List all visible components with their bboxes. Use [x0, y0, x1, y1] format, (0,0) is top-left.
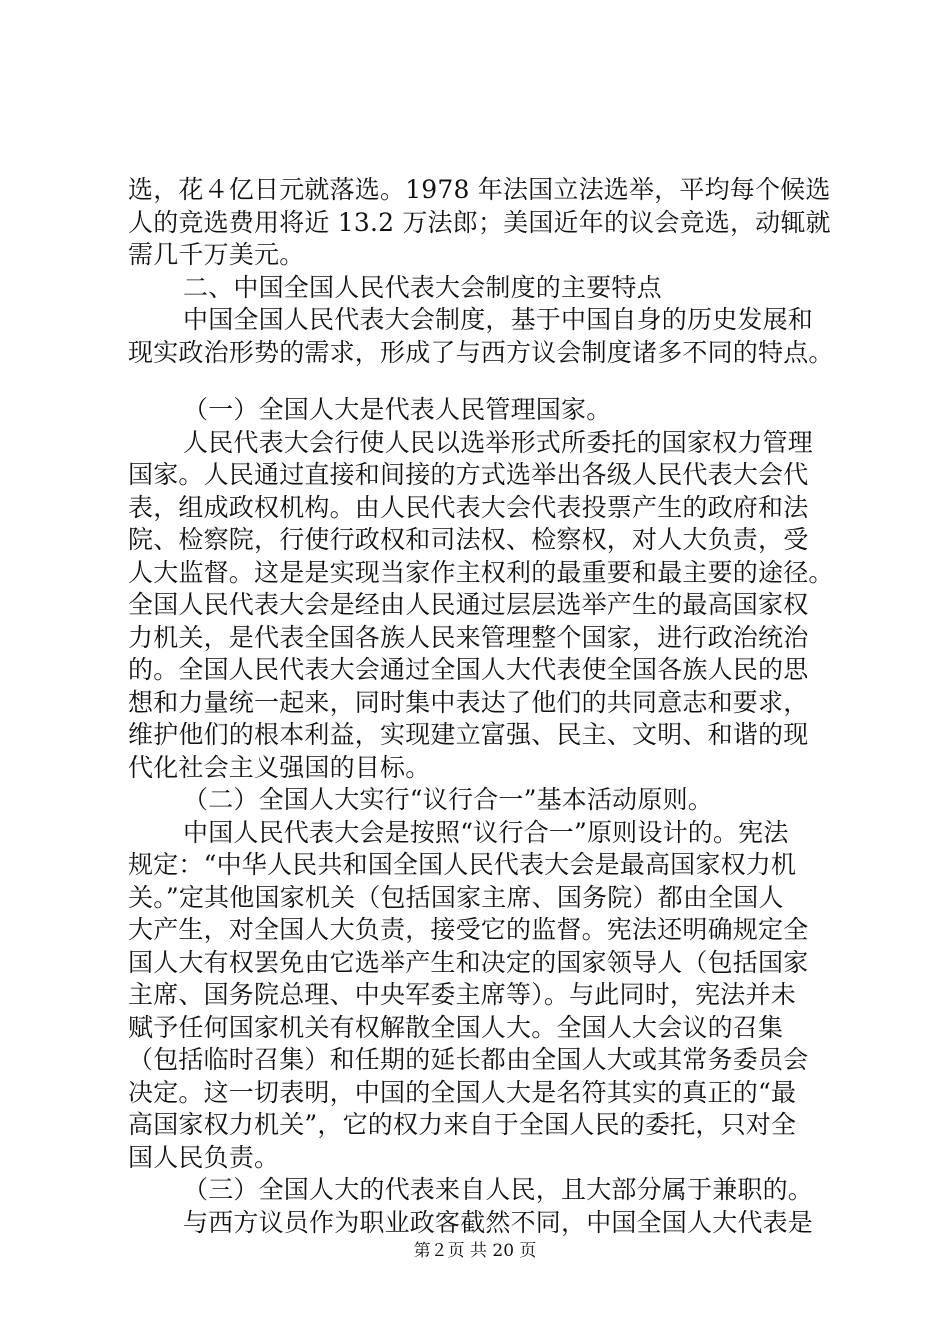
page-number-footer: 第２页 共 20 页	[413, 1241, 537, 1261]
text-line: 与西方议员作为职业政客截然不同，中国全国人大代表是	[183, 1207, 814, 1237]
section-heading: 二、中国全国人民代表大会制度的主要特点	[183, 272, 662, 302]
text-line: 想和力量统一起来，同时集中表达了他们的共同意志和要求，	[128, 687, 809, 717]
text-line: 国人大有权罢免由它选举产生和决定的国家领导人（包括国家	[128, 947, 809, 977]
text-line: 人大监督。这是是实现当家作主权利的最重要和最主要的途径。	[128, 557, 834, 587]
text-line: 关。”定其他国家机关（包括国家主席、国务院）都由全国人	[128, 882, 784, 912]
text-line: 需几千万美元。	[128, 240, 305, 269]
text-line: 中国全国人民代表大会制度，基于中国自身的历史发展和	[183, 305, 814, 334]
text-line: 主席、国务院总理、中央军委主席等）。与此同时，宪法并未	[128, 980, 796, 1009]
text-line: 赋予任何国家机关有权解散全国人大。全国人大会议的召集	[128, 1012, 784, 1042]
text-line: 表，组成政权机构。由人民代表大会代表投票产生的政府和法	[128, 492, 809, 522]
text-line: 全国人民代表大会是经由人民通过层层选举产生的最高国家权	[128, 590, 809, 619]
text-line: 的。全国人民代表大会通过全国人大代表使全国各族人民的思	[128, 655, 809, 684]
subsection-heading: （二）全国人大实行“议行合一”基本活动原则。	[183, 785, 713, 814]
text-line: 国家。人民通过直接和间接的方式选举出各级人民代表大会代	[128, 460, 809, 489]
text-line: 国人民负责。	[128, 1142, 280, 1172]
text-line: 代化社会主义强国的目标。	[128, 752, 431, 782]
text-line: 现实政治形势的需求，形成了与西方议会制度诸多不同的特点。	[128, 337, 834, 367]
text-line: 大产生，对全国人大负责，接受它的监督。宪法还明确规定全	[128, 915, 809, 944]
text-line: 力机关，是代表全国各族人民来管理整个国家，进行政治统治	[128, 622, 809, 652]
subsection-heading: （三）全国人大的代表来自人民，且大部分属于兼职的。	[183, 1175, 814, 1204]
text-line: 维护他们的根本利益，实现建立富强、民主、文明、和谐的现	[128, 720, 809, 749]
text-line: 规定：“中华人民共和国全国人民代表大会是最高国家权力机	[128, 850, 797, 879]
text-line: （包括临时召集）和任期的延长都由全国人大或其常务委员会	[128, 1045, 809, 1074]
text-line: 中国人民代表大会是按照“议行合一”原则设计的。宪法	[183, 817, 789, 847]
text-line: 院、检察院，行使行政权和司法权、检察权，对人大负责，受	[128, 525, 809, 554]
text-line: 选，花４亿日元就落选。1978 年法国立法选举，平均每个候选	[128, 175, 831, 204]
text-line: 人民代表大会行使人民以选举形式所委托的国家权力管理	[183, 427, 814, 457]
text-line: 高国家权力机关”，它的权力来自于全国人民的委托，只对全	[128, 1110, 797, 1139]
text-line: 人的竞选费用将近 13.2 万法郎；美国近年的议会竞选，动辄就	[128, 207, 831, 237]
subsection-heading: （一）全国人大是代表人民管理国家。	[183, 395, 612, 424]
text-line: 决定。这一切表明，中国的全国人大是名符其实的真正的“最	[128, 1077, 797, 1107]
